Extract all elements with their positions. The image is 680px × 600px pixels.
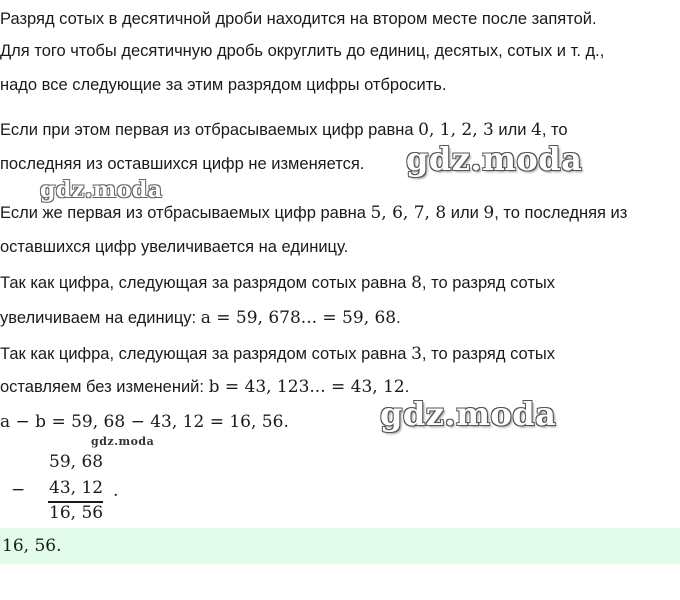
text: оставляем без изменений: — [0, 378, 209, 396]
column-minuend: 59, 68 — [49, 452, 104, 472]
watermark-2: gdz.moda — [40, 177, 163, 203]
digit: 8 — [411, 273, 422, 293]
column-subtrahend: 43, 12 — [49, 478, 104, 498]
column-minus-sign: − — [11, 480, 26, 500]
end: , то разряд сотых — [421, 274, 555, 292]
end: , то последняя из — [494, 204, 628, 222]
rule-down-line-2: последняя из оставшихся цифр не изменяется. — [0, 155, 365, 173]
or: или — [446, 204, 484, 222]
digit: 4 — [531, 120, 542, 140]
math: a = 59, 678... = 59, 68 — [200, 308, 397, 328]
column-dot: . — [113, 481, 119, 501]
answer-box — [0, 528, 680, 564]
step-a-line-2 — [0, 308, 401, 328]
rule-line-1: Разряд сотых в десятичной дроби находится на втором месте после запятой. — [0, 10, 597, 28]
text: Так как цифра, следующая за разрядом сотых равна — [0, 274, 412, 292]
text: Так как цифра, следующая за разрядом сотых равна — [0, 345, 412, 363]
rule-down-line-1 — [0, 120, 568, 140]
digit: 3 — [411, 344, 422, 364]
watermark-1: gdz.moda — [406, 140, 583, 178]
watermark-3: gdz.moda — [380, 395, 557, 433]
end: . — [396, 309, 401, 327]
watermark-4: gdz.moda — [91, 435, 155, 448]
difference-line: a − b = 59, 68 − 43, 12 = 16, 56. — [0, 412, 289, 432]
math: b = 43, 123... = 43, 12 — [208, 377, 405, 397]
text: Если при этом первая из отбрасываемых цифр равна — [0, 121, 419, 139]
digits: 0, 1, 2, 3 — [418, 120, 494, 140]
digit: 9 — [483, 203, 495, 223]
rule-line-3: надо все следующие за этим разрядом цифры отбросить. — [0, 76, 447, 94]
step-b-line-2 — [0, 377, 409, 397]
or: или — [493, 121, 532, 139]
answer-value: 16, 56. — [2, 536, 62, 556]
end: , то разряд сотых — [421, 345, 555, 363]
step-b-line-1 — [0, 344, 555, 364]
text: Если же первая из отбрасываемых цифр равна — [0, 204, 371, 222]
end: , то — [541, 121, 568, 139]
text: увеличиваем на единицу: — [0, 309, 201, 327]
rule-line-2: Для того чтобы десятичную дробь округлить до единиц, десятых, сотых и т. д., — [0, 42, 605, 60]
rule-up-line-1 — [0, 203, 627, 223]
end: . — [404, 378, 410, 396]
digits: 5, 6, 7, 8 — [370, 203, 447, 223]
step-a-line-1 — [0, 273, 555, 293]
rule-up-line-2: оставшихся цифр увеличивается на единицу. — [0, 238, 349, 256]
column-result: 16, 56 — [49, 503, 104, 523]
